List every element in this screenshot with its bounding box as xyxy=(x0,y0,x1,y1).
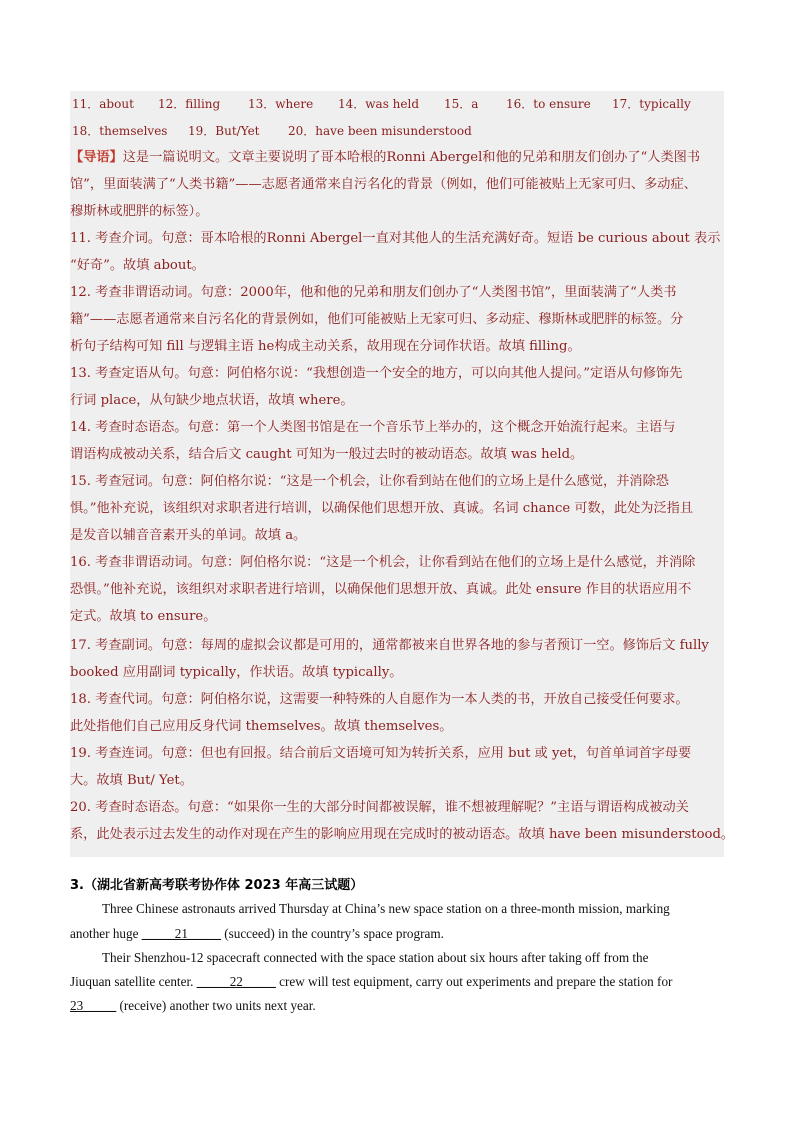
explanation-line: 大。故填 But/ Yet。 xyxy=(70,773,193,788)
explanation-line: 20. 考查时态语态。句意：“如果你一生的大部分时间都被误解，谁不想被理解呢？”主语与谓语构成被动关 xyxy=(70,800,689,815)
answer-18: 18．themselves xyxy=(72,124,168,138)
explanation-line: 系，此处表示过去发生的动作对现在产生的影响应用现在完成时的被动语态。故填 have been misunderstood。 xyxy=(70,827,735,842)
explanation-line: 籍”——志愿者通常来自污名化的背景例如，他们可能被贴上无家可归、多动症、穆斯林或肥胖的标签。分 xyxy=(70,312,684,327)
answer-11: 11．about xyxy=(72,97,134,111)
passage-line: Three Chinese astronauts arrived Thursday at China’s new space station on a three-month mission, marking xyxy=(102,901,670,916)
passage-line: 23_____ (receive) another two units next year. xyxy=(70,998,316,1013)
answer-16: 16．to ensure xyxy=(506,97,591,111)
explanation-line: 15. 考查冠词。句意：阿伯格尔说：“这是一个机会，让你看到站在他们的立场上是什么感觉，并消除恐 xyxy=(70,474,669,489)
explanation-line: 析句子结构可知 fill 与逻辑主语 he构成主动关系，故用现在分词作状语。故填 filling。 xyxy=(70,339,581,354)
explanation-line: 行词 place，从句缺少地点状语，故填 where。 xyxy=(70,393,354,408)
passage-line: Jiuquan satellite center. _____22_____ crew will test equipment, carry out experiments and prepare the station for xyxy=(70,974,673,989)
guide-line-1: 【导语】这是一篇说明文。文章主要说明了哥本哈根的Ronni Abergel和他的兄弟和朋友们创办了“人类图书 xyxy=(70,150,701,165)
blank-23[interactable]: 23_____ xyxy=(70,998,117,1013)
answer-15: 15．a xyxy=(444,97,479,111)
answer-19: 19．But/Yet xyxy=(188,124,260,138)
explanation-line: 恐惧。”他补充说，该组织对求职者进行培训，以确保他们思想开放、真诚。此处 ensure 作目的状语应用不 xyxy=(70,582,692,597)
answer-13: 13．where xyxy=(248,97,314,111)
answer-17: 17．typically xyxy=(612,97,691,111)
guide-line-2: 馆”，里面装满了“人类书籍”——志愿者通常来自污名化的背景（例如，他们可能被贴上无家可归、多动症、 xyxy=(70,177,697,192)
explanation-line: booked 应用副词 typically，作状语。故填 typically。 xyxy=(70,665,403,680)
explanation-line: 11. 考查介词。句意：哥本哈根的Ronni Abergel一直对其他人的生活充满好奇。短语 be curious about 表示 xyxy=(70,231,721,246)
answer-12: 12．filling xyxy=(158,97,221,111)
blank-22[interactable]: _____22_____ xyxy=(196,974,276,989)
answer-14: 14．was held xyxy=(338,97,420,111)
answer-20: 20．have been misunderstood xyxy=(288,124,472,138)
explanation-line: 谓语构成被动关系，结合后文 caught 可知为一般过去时的被动语态。故填 was held。 xyxy=(70,447,584,462)
explanation-line: “好奇”。故填 about。 xyxy=(70,258,205,273)
guide-line-3: 穆斯林或肥胖的标签）。 xyxy=(70,204,209,219)
blank-21[interactable]: _____21_____ xyxy=(141,926,221,941)
explanation-line: 12. 考查非谓语动词。句意：2000年，他和他的兄弟和朋友们创办了“人类图书馆”，里面装满了“人类书 xyxy=(70,285,677,300)
passage-line: another huge _____21_____ (succeed) in the country’s space program. xyxy=(70,926,444,941)
explanation-line: 18. 考查代词。句意：阿伯格尔说，这需要一种特殊的人自愿作为一本人类的书，开放自己接受任何要求。 xyxy=(70,692,689,707)
question-source-title: 3.（湖北省新高考联考协作体 2023 年高三试题） xyxy=(70,878,364,893)
explanation-line: 13. 考查定语从句。句意：阿伯格尔说：“我想创造一个安全的地方，可以向其他人提问。”定语从句修饰先 xyxy=(70,366,683,381)
passage-line: Their Shenzhou-12 spacecraft connected with the space station about six hours after taking off from the xyxy=(102,950,649,965)
explanation-line: 定式。故填 to ensure。 xyxy=(70,609,217,624)
explanation-line: 此处指他们自己应用反身代词 themselves。故填 themselves。 xyxy=(70,719,453,734)
guide-tag: 【导语】 xyxy=(70,150,123,165)
explanation-line: 19. 考查连词。句意：但也有回报。结合前后文语境可知为转折关系，应用 but 或 yet，句首单词首字母要 xyxy=(70,746,692,761)
explanation-line: 17. 考查副词。句意：每周的虚拟会议都是可用的，通常都被来自世界各地的参与者预订一空。修饰后文 fully xyxy=(70,638,709,653)
explanation-line: 16. 考查非谓语动词。句意：阿伯格尔说：“这是一个机会，让你看到站在他们的立场上是什么感觉，并消除 xyxy=(70,555,696,570)
explanation-line: 惧。”他补充说，该组织对求职者进行培训，以确保他们思想开放、真诚。名词 chance 可数，此处为泛指且 xyxy=(70,501,694,516)
answer-explanation-box xyxy=(70,91,735,857)
explanation-line: 14. 考查时态语态。句意：第一个人类图书馆是在一个音乐节上举办的，这个概念开始流行起来。主语与 xyxy=(70,420,676,435)
explanation-line: 是发音以辅音音素开头的单词。故填 a。 xyxy=(70,528,307,543)
